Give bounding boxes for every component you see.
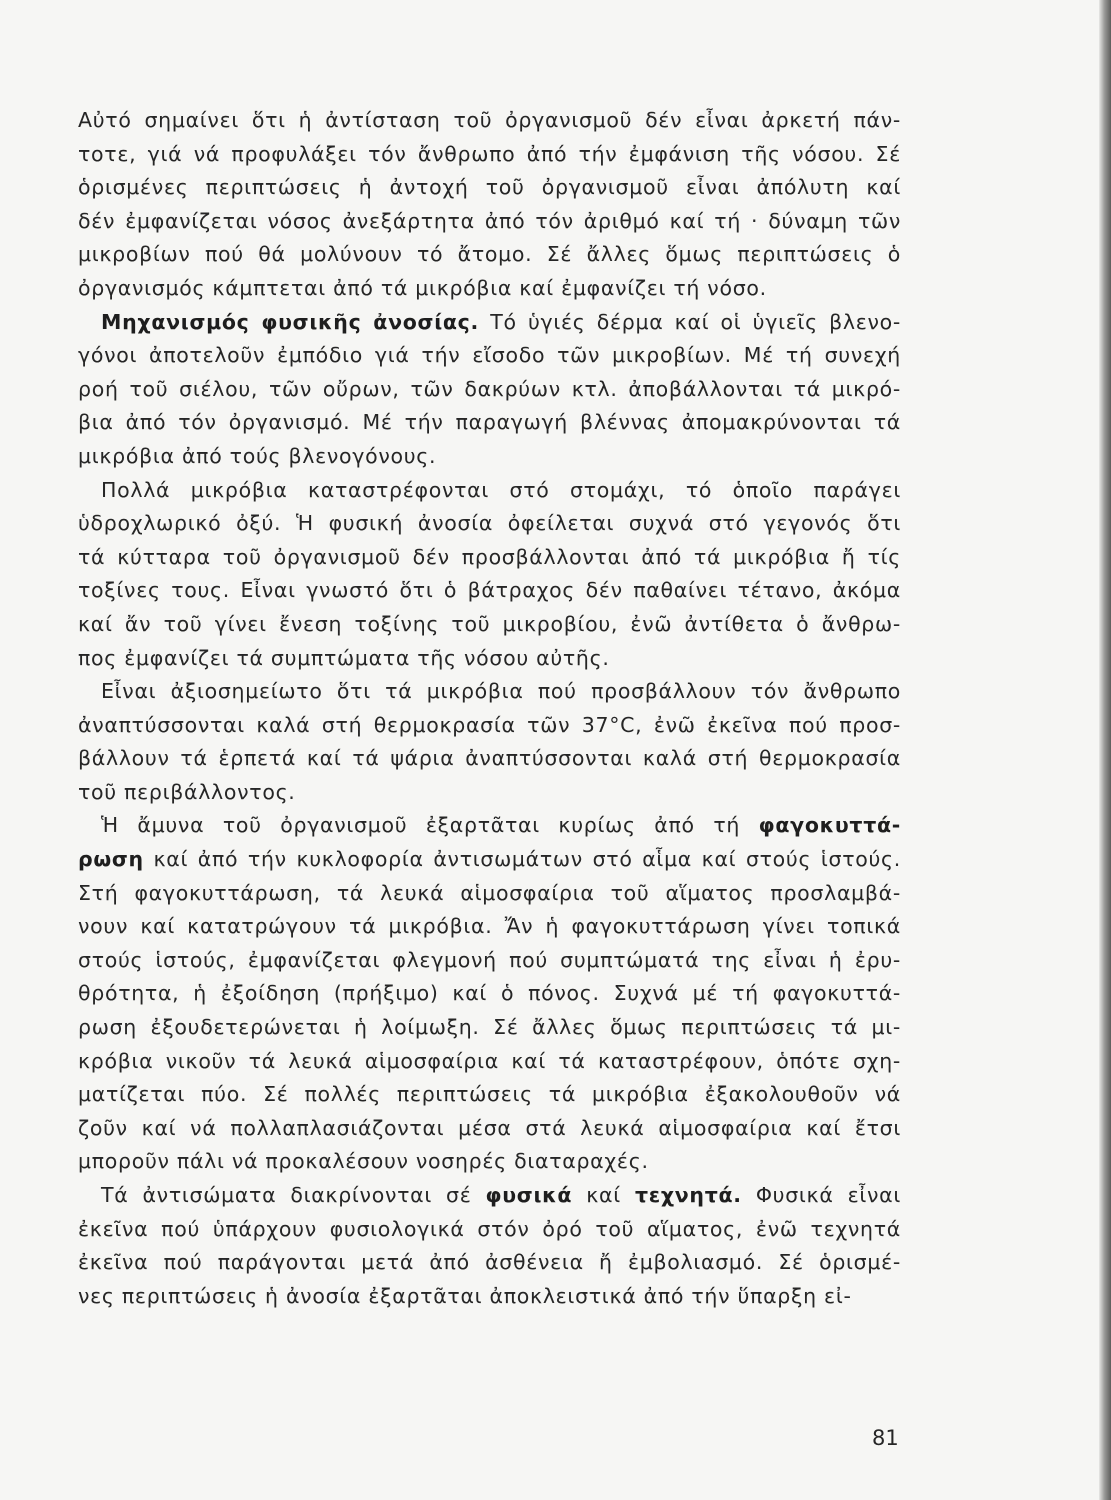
text-line <box>78 306 901 340</box>
text-line <box>78 574 901 608</box>
text-run: μποροῦν πάλι νά προκαλέσουν νοσηρές διαταραχές. <box>78 1149 649 1174</box>
text-line <box>78 1179 901 1213</box>
text-run: μικρόβια ἀπό τούς βλενογόνους. <box>78 443 437 468</box>
paragraph <box>78 474 901 676</box>
text-line <box>78 977 901 1011</box>
text-run: Τά ἀντισώματα διακρίνονται σέ <box>101 1183 486 1207</box>
text-line <box>78 238 901 272</box>
text-run: ροή τοῦ σιέλου, τῶν οὔρων, τῶν δακρύων κτλ. ἀποβάλλονται τά μικρό- <box>78 376 901 401</box>
text-line <box>78 1280 901 1314</box>
text-run: τά κύτταρα τοῦ ὀργανισμοῦ δέν προσβάλλονται ἀπό τά μικρόβια ἤ τίς <box>78 544 901 569</box>
text-line <box>78 339 901 373</box>
text-line <box>78 1145 901 1179</box>
text-line <box>78 1045 901 1079</box>
text-line <box>78 776 901 810</box>
text-line <box>78 440 901 474</box>
text-line <box>78 272 901 306</box>
text-run: Αὐτό σημαίνει ὅτι ἡ ἀντίσταση τοῦ ὀργανισμοῦ δέν εἶναι ἀρκετή πάν- <box>78 108 901 132</box>
body-text <box>78 104 901 1313</box>
text-line <box>78 910 901 944</box>
text-line <box>78 171 901 205</box>
scan-edge <box>1099 0 1111 1500</box>
text-line <box>78 1011 901 1045</box>
text-run: ρωση ἐξουδετερώνεται ἡ λοίμωξη. Σέ ἄλλες ὅμως περιπτώσεις τά μι- <box>78 1015 901 1040</box>
paragraph <box>78 809 901 1179</box>
text-run: βάλλουν τά ἑρπετά καί τά ψάρια ἀναπτύσσονται καλά στή θερμοκρασία <box>78 746 901 771</box>
text-line <box>78 809 901 843</box>
text-run: τοῦ περιβάλλοντος. <box>78 779 296 804</box>
text-run: Φυσικά εἶναι <box>741 1183 901 1207</box>
text-line <box>78 843 901 877</box>
text-line <box>78 138 901 172</box>
text-run: τοξίνες τους. Εἶναι γνωστό ὅτι ὁ βάτραχος δέν παθαίνει τέτανο, ἀκόμα <box>78 578 901 603</box>
text-line <box>78 709 901 743</box>
text-run: ματίζεται πύο. Σέ πολλές περιπτώσεις τά μικρόβια ἐξακολουθοῦν νά <box>78 1082 901 1107</box>
text-run: γόνοι ἀποτελοῦν ἐμπόδιο γιά τήν εἴσοδο τῶν μικροβίων. Μέ τή συνεχή <box>78 343 901 368</box>
bold-term: Μηχανισμός φυσικῆς ἀνοσίας. <box>101 309 480 334</box>
text-line <box>78 675 901 709</box>
text-line <box>78 608 901 642</box>
paragraph <box>78 675 901 809</box>
bold-term: τεχνητά. <box>634 1183 742 1207</box>
text-run: Τό ὑγιές δέρμα καί οἱ ὑγιεῖς βλενο- <box>479 309 901 334</box>
text-run: Ἡ ἄμυνα τοῦ ὀργανισμοῦ ἐξαρτᾶται κυρίως ἀπό τή <box>101 813 759 838</box>
paragraph <box>78 1179 901 1313</box>
text-run: ὑδροχλωρικό ὀξύ. Ἡ φυσική ἀνοσία ὀφείλεται συχνά στό γεγονός ὅτι <box>78 511 901 536</box>
text-run: ἀναπτύσσονται καλά στή θερμοκρασία τῶν 37°C, ἐνῶ ἐκεῖνα πού προσ- <box>78 712 901 737</box>
text-run: ὁρισμένες περιπτώσεις ἡ ἀντοχή τοῦ ὀργανισμοῦ εἶναι ἀπόλυτη καί <box>78 175 901 200</box>
text-run: βια ἀπό τόν ὀργανισμό. Μέ τήν παραγωγή βλέννας ἀπομακρύνονται τά <box>78 410 901 435</box>
text-run: κρόβια νικοῦν τά λευκά αἱμοσφαίρια καί τά καταστρέφουν, ὁπότε σχη- <box>78 1048 901 1073</box>
bold-term: φαγοκυττά- <box>758 813 901 838</box>
paragraph <box>78 104 901 306</box>
text-line <box>78 1213 901 1247</box>
text-line <box>78 104 901 138</box>
text-line <box>78 474 901 508</box>
text-line <box>78 1112 901 1146</box>
text-run: στούς ἱστούς, ἐμφανίζεται φλεγμονή πού συμπτώματά της εἶναι ἡ ἐρυ- <box>78 947 901 972</box>
text-run: ἐκεῖνα πού ὑπάρχουν φυσιολογικά στόν ὀρό τοῦ αἵματος, ἐνῶ τεχνητά <box>78 1216 901 1241</box>
text-line <box>78 541 901 575</box>
text-run: Εἶναι ἀξιοσημείωτο ὅτι τά μικρόβια πού προσβάλλουν τόν ἄνθρωπο <box>101 679 901 704</box>
text-line <box>78 507 901 541</box>
bold-term: φυσικά <box>485 1183 573 1207</box>
text-run: καί ἀπό τήν κυκλοφορία ἀντισωμάτων στό αἷμα καί στούς ἱστούς. <box>143 847 901 872</box>
text-line <box>78 642 901 676</box>
bold-term: ρωση <box>78 847 144 872</box>
text-run: θρότητα, ἡ ἐξοίδηση (πρήξιμο) καί ὁ πόνος. Συχνά μέ τή φαγοκυττά- <box>78 981 901 1006</box>
text-run: μικροβίων πού θά μολύνουν τό ἄτομο. Σέ ἄλλες ὅμως περιπτώσεις ὁ <box>78 242 901 267</box>
text-run: ὀργανισμός κάμπτεται ἀπό τά μικρόβια καί ἐμφανίζει τή νόσο. <box>78 275 767 300</box>
text-run: Πολλά μικρόβια καταστρέφονται στό στομάχι, τό ὁποῖο παράγει <box>101 477 901 502</box>
text-line <box>78 1246 901 1280</box>
text-run: τοτε, γιά νά προφυλάξει τόν ἄνθρωπο ἀπό τήν ἐμφάνιση τῆς νόσου. Σέ <box>78 141 901 166</box>
text-run: ἐκεῖνα πού παράγονται μετά ἀπό ἀσθένεια ἤ ἐμβολιασμό. Σέ ὁρισμέ- <box>78 1250 901 1275</box>
text-line <box>78 877 901 911</box>
text-run: καί <box>572 1183 635 1207</box>
text-line <box>78 742 901 776</box>
text-line <box>78 1078 901 1112</box>
paragraph <box>78 306 901 474</box>
text-line <box>78 944 901 978</box>
text-run: δέν ἐμφανίζεται νόσος ἀνεξάρτητα ἀπό τόν ἀριθμό καί τή · δύναμη τῶν <box>78 208 901 233</box>
text-run: καί ἄν τοῦ γίνει ἔνεση τοξίνης τοῦ μικροβίου, ἐνῶ ἀντίθετα ὁ ἄνθρω- <box>78 611 901 636</box>
text-line <box>78 373 901 407</box>
text-run: νες περιπτώσεις ἡ ἀνοσία ἐξαρτᾶται ἀποκλειστικά ἀπό τήν ὕπαρξη εἰ- <box>78 1283 852 1308</box>
text-run: Στή φαγοκυττάρωση, τά λευκά αἱμοσφαίρια τοῦ αἵματος προσλαμβά- <box>78 880 901 905</box>
text-run: νουν καί κατατρώγουν τά μικρόβια. Ἄν ἡ φαγοκυττάρωση γίνει τοπικά <box>78 914 901 939</box>
text-line <box>78 205 901 239</box>
text-run: πος ἐμφανίζει τά συμπτώματα τῆς νόσου αὐτῆς. <box>78 645 610 670</box>
page-number: 81 <box>872 1426 899 1450</box>
text-run: ζοῦν καί νά πολλαπλασιάζονται μέσα στά λευκά αἱμοσφαίρια καί ἔτσι <box>78 1115 901 1140</box>
text-line <box>78 406 901 440</box>
